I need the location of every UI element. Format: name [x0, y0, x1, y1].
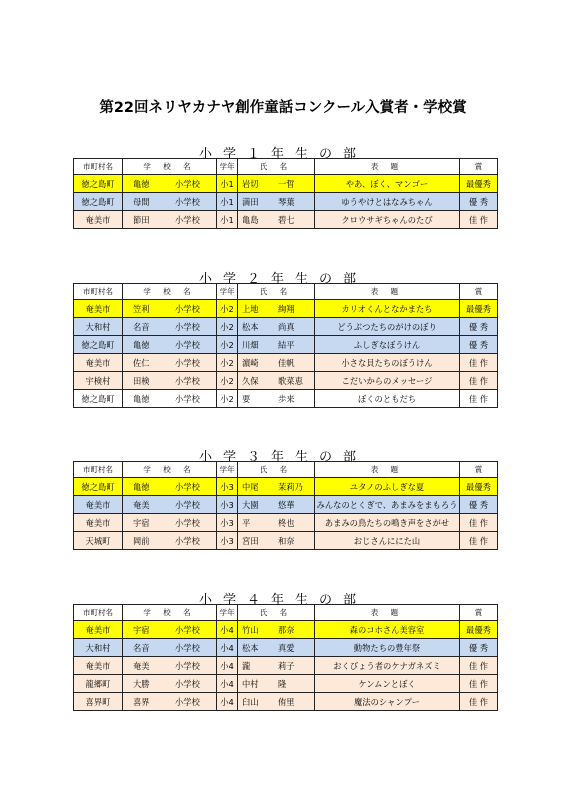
name-cell: 川畑 結平: [238, 336, 315, 354]
story-title-cell: おくびょう者のケナガネズミ: [315, 657, 460, 675]
story-title-cell: 小さな貝たちのぼうけん: [315, 354, 460, 372]
school-cell: 宇宿 小学校: [123, 621, 217, 639]
award-cell: 佳 作: [460, 675, 498, 693]
table-row: [74, 496, 498, 514]
municipality-cell: 天城町: [74, 532, 123, 550]
table-row: [74, 532, 498, 550]
award-cell: 優 秀: [460, 496, 498, 514]
name-cell: 大園 悠華: [238, 496, 315, 514]
section-heading: 小学３年生の部: [198, 450, 367, 465]
results-table: [73, 283, 498, 408]
column-header: 学 校 名: [123, 605, 217, 621]
name-cell: 瀧 莉子: [238, 657, 315, 675]
school-cell: 佐仁 小学校: [123, 354, 217, 372]
table-row: [74, 639, 498, 657]
school-cell: 亀徳 小学校: [123, 175, 217, 193]
grade-cell: 小2: [217, 354, 238, 372]
award-cell: 佳 作: [460, 657, 498, 675]
municipality-cell: 徳之島町: [74, 336, 123, 354]
story-title-cell: ゆうやけとはなみちゃん: [315, 193, 460, 211]
column-header: 表 題: [315, 462, 460, 478]
story-title-cell: 魔法のシャンプー: [315, 693, 460, 711]
award-cell: 優 秀: [460, 639, 498, 657]
story-title-cell: やあ、ぼく、マンゴー: [315, 175, 460, 193]
grade-cell: 小1: [217, 175, 238, 193]
municipality-cell: 奄美市: [74, 211, 123, 229]
section-heading: 小学４年生の部: [198, 593, 367, 608]
school-cell: 大勝 小学校: [123, 675, 217, 693]
school-cell: 母間 小学校: [123, 193, 217, 211]
column-header: 市町村名: [74, 159, 123, 175]
school-cell: 亀徳 小学校: [123, 478, 217, 496]
column-header: 学年: [217, 159, 238, 175]
municipality-cell: 奄美市: [74, 354, 123, 372]
municipality-cell: 奄美市: [74, 496, 123, 514]
school-cell: 笠利 小学校: [123, 300, 217, 318]
name-cell: 中尾 茉莉乃: [238, 478, 315, 496]
story-title-cell: みんなのとくぎで、あまみをまもろう: [315, 496, 460, 514]
grade-cell: 小1: [217, 193, 238, 211]
table-row: [74, 193, 498, 211]
award-cell: 佳 作: [460, 372, 498, 390]
table-row: [74, 390, 498, 408]
award-cell: 最優秀: [460, 300, 498, 318]
municipality-cell: 大和村: [74, 639, 123, 657]
column-header: 市町村名: [74, 284, 123, 300]
column-header: 氏 名: [238, 159, 315, 175]
page-title: 第22回ネリヤカナヤ創作童話コンクール入賞者・学校賞: [99, 100, 467, 116]
municipality-cell: 奄美市: [74, 300, 123, 318]
column-header: 学年: [217, 284, 238, 300]
name-cell: 平 柊也: [238, 514, 315, 532]
municipality-cell: 奄美市: [74, 514, 123, 532]
award-cell: 佳 作: [460, 211, 498, 229]
grade-cell: 小2: [217, 336, 238, 354]
column-header: 学 校 名: [123, 159, 217, 175]
name-cell: 上地 絢翔: [238, 300, 315, 318]
municipality-cell: 徳之島町: [74, 193, 123, 211]
name-cell: 臼山 侑里: [238, 693, 315, 711]
name-cell: 亀島 碧七: [238, 211, 315, 229]
name-cell: 濵崎 佳帆: [238, 354, 315, 372]
column-header: 賞: [460, 605, 498, 621]
school-cell: 名音 小学校: [123, 639, 217, 657]
name-cell: 松本 尚真: [238, 318, 315, 336]
school-cell: 奄美 小学校: [123, 496, 217, 514]
table-row: [74, 675, 498, 693]
school-cell: 亀徳 小学校: [123, 390, 217, 408]
name-cell: 竹山 那奈: [238, 621, 315, 639]
school-cell: 名音 小学校: [123, 318, 217, 336]
table-row: [74, 175, 498, 193]
award-cell: 佳 作: [460, 693, 498, 711]
school-cell: 節田 小学校: [123, 211, 217, 229]
results-table: [73, 461, 498, 550]
grade-cell: 小2: [217, 300, 238, 318]
column-header: 賞: [460, 159, 498, 175]
school-cell: 奄美 小学校: [123, 657, 217, 675]
school-cell: 喜界 小学校: [123, 693, 217, 711]
table-row: [74, 621, 498, 639]
award-cell: 佳 作: [460, 514, 498, 532]
column-header: 氏 名: [238, 462, 315, 478]
results-table: [73, 158, 498, 229]
story-title-cell: どうぶつたちのがけのぼり: [315, 318, 460, 336]
table-header-row: [74, 159, 498, 175]
municipality-cell: 徳之島町: [74, 175, 123, 193]
school-cell: 宇宿 小学校: [123, 514, 217, 532]
municipality-cell: 喜界町: [74, 693, 123, 711]
grade-cell: 小3: [217, 514, 238, 532]
story-title-cell: ケンムンとぼく: [315, 675, 460, 693]
grade-cell: 小3: [217, 478, 238, 496]
school-cell: 岡前 小学校: [123, 532, 217, 550]
name-cell: 松本 真愛: [238, 639, 315, 657]
name-cell: 久保 歌菜恵: [238, 372, 315, 390]
municipality-cell: 徳之島町: [74, 390, 123, 408]
grade-cell: 小3: [217, 496, 238, 514]
story-title-cell: ふしぎなぼうけん: [315, 336, 460, 354]
column-header: 表 題: [315, 284, 460, 300]
column-header: 氏 名: [238, 284, 315, 300]
column-header: 市町村名: [74, 462, 123, 478]
name-cell: 岩切 一晢: [238, 175, 315, 193]
municipality-cell: 宇検村: [74, 372, 123, 390]
story-title-cell: 動物たちの豊年祭: [315, 639, 460, 657]
municipality-cell: 奄美市: [74, 657, 123, 675]
table-row: [74, 318, 498, 336]
municipality-cell: 龍郷町: [74, 675, 123, 693]
name-cell: 宮田 和奈: [238, 532, 315, 550]
column-header: 表 題: [315, 605, 460, 621]
award-cell: 優 秀: [460, 193, 498, 211]
column-header: 学 校 名: [123, 462, 217, 478]
award-cell: 佳 作: [460, 354, 498, 372]
award-cell: 優 秀: [460, 336, 498, 354]
award-cell: 佳 作: [460, 532, 498, 550]
column-header: 学年: [217, 605, 238, 621]
grade-cell: 小1: [217, 211, 238, 229]
municipality-cell: 大和村: [74, 318, 123, 336]
table-header-row: [74, 284, 498, 300]
table-header-row: [74, 605, 498, 621]
grade-cell: 小4: [217, 639, 238, 657]
table-row: [74, 514, 498, 532]
story-title-cell: ユタノのふしぎな夏: [315, 478, 460, 496]
award-cell: 最優秀: [460, 478, 498, 496]
award-cell: 佳 作: [460, 390, 498, 408]
story-title-cell: クロウサギちゃんのたび: [315, 211, 460, 229]
municipality-cell: 徳之島町: [74, 478, 123, 496]
name-cell: 要 歩来: [238, 390, 315, 408]
column-header: 学 校 名: [123, 284, 217, 300]
award-cell: 最優秀: [460, 175, 498, 193]
award-cell: 優 秀: [460, 318, 498, 336]
section-heading: 小学２年生の部: [198, 272, 367, 287]
grade-cell: 小2: [217, 372, 238, 390]
municipality-cell: 奄美市: [74, 621, 123, 639]
column-header: 賞: [460, 462, 498, 478]
table-row: [74, 372, 498, 390]
name-cell: 満田 琴葉: [238, 193, 315, 211]
story-title-cell: こだいからのメッセージ: [315, 372, 460, 390]
grade-cell: 小4: [217, 621, 238, 639]
grade-cell: 小4: [217, 675, 238, 693]
grade-cell: 小4: [217, 693, 238, 711]
results-table: [73, 604, 498, 711]
table-row: [74, 657, 498, 675]
story-title-cell: おじさんににた山: [315, 532, 460, 550]
column-header: 賞: [460, 284, 498, 300]
column-header: 表 題: [315, 159, 460, 175]
column-header: 氏 名: [238, 605, 315, 621]
table-row: [74, 354, 498, 372]
grade-cell: 小3: [217, 532, 238, 550]
table-header-row: [74, 462, 498, 478]
column-header: 市町村名: [74, 605, 123, 621]
name-cell: 中村 隆: [238, 675, 315, 693]
grade-cell: 小2: [217, 318, 238, 336]
story-title-cell: 森のコホさん美容室: [315, 621, 460, 639]
story-title-cell: あまみの鳥たちの鳴き声をさがせ: [315, 514, 460, 532]
story-title-cell: ぼくのともだち: [315, 390, 460, 408]
school-cell: 亀徳 小学校: [123, 336, 217, 354]
story-title-cell: カリオくんとなかまたち: [315, 300, 460, 318]
table-row: [74, 336, 498, 354]
table-row: [74, 300, 498, 318]
grade-cell: 小2: [217, 390, 238, 408]
grade-cell: 小4: [217, 657, 238, 675]
column-header: 学年: [217, 462, 238, 478]
table-row: [74, 478, 498, 496]
section-heading: 小学１年生の部: [198, 147, 367, 162]
school-cell: 田検 小学校: [123, 372, 217, 390]
award-cell: 最優秀: [460, 621, 498, 639]
table-row: [74, 693, 498, 711]
table-row: [74, 211, 498, 229]
